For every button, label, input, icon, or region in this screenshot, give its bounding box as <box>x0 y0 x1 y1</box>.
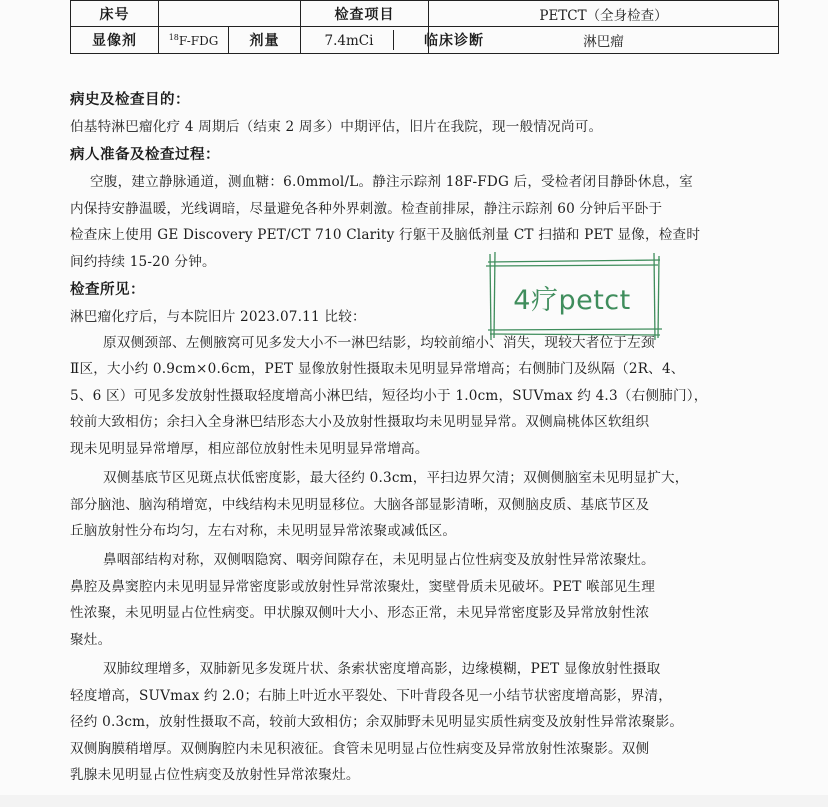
preparation-line: 空腹，建立静脉通道，测血糖：6.0mmol/L。静注示踪剂 18F-FDG 后，受检者闭目静卧休息，室 <box>90 174 693 190</box>
findings-title: 检查所见： <box>70 282 145 298</box>
report-header-table <box>70 0 779 54</box>
findings-paragraph-line: 原双侧颈部、左侧腋窝可见多发大小不一淋巴结影，均较前缩小、消失，现较大者位于左颈 <box>103 335 655 351</box>
tracer-value <box>159 27 229 54</box>
page-bottom-edge <box>0 795 828 807</box>
preparation-line: 检查床上使用 GE Discovery PET/CT 710 Clarity 行躯干及脑低剂量 CT 扫描和 PET 显像，检查时 <box>70 227 701 243</box>
findings-paragraph-line: 现未见明显异常增厚，相应部位放射性未见明显异常增高。 <box>70 441 429 457</box>
watermark-stamp <box>482 250 664 342</box>
findings-paragraph-line: Ⅱ区，大小约 0.9cm×0.6cm，PET 显像放射性摄取未见明显异常增高；右侧肺门及纵隔（2R、4、 <box>70 361 685 377</box>
tracer-label: 显像剂 <box>71 27 159 54</box>
diagnosis-value: 淋巴瘤 <box>429 27 779 54</box>
findings-paragraph-line: 较前大致相仿；余扫入全身淋巴结形态大小及放射性摄取均未见明显异常。双侧扁桃体区软组织 <box>70 414 650 430</box>
bed-label: 床号 <box>71 1 159 27</box>
findings-paragraph-line: 性浓聚，未见明显占位性病变。甲状腺双侧叶大小、形态正常，未见异常密度影及异常放射性浓 <box>70 605 650 621</box>
findings-paragraph-line: 乳腺未见明显占位性病变及放射性异常浓聚灶。 <box>70 767 360 783</box>
findings-paragraph-line: 丘脑放射性分布均匀，左右对称，未见明显异常浓聚或减低区。 <box>70 523 457 539</box>
findings-paragraph-line: 部分脑池、脑沟稍增宽，中线结构未见明显移位。大脑各部显影清晰，双侧脑皮质、基底节区及 <box>70 497 650 513</box>
findings-paragraph-line: 径约 0.3cm，放射性摄取不高，较前大致相仿；余双肺野未见明显实质性病变及放射性异常浓聚影。 <box>70 714 684 730</box>
history-title: 病史及检查目的： <box>70 92 190 108</box>
exam-item-label: 检查项目 <box>301 1 429 27</box>
bed-value <box>159 1 301 27</box>
dose-value: 7.4mCi <box>324 33 374 49</box>
findings-paragraph-line: 鼻腔及鼻窦腔内未见明显异常密度影或放射性异常浓聚灶，窦壁骨质未见破坏。PET 喉部见生理 <box>70 579 656 595</box>
findings-paragraph-line: 聚灶。 <box>70 632 112 648</box>
preparation-title: 病人准备及检查过程： <box>70 147 220 163</box>
history-text: 伯基特淋巴瘤化疗 4 周期后（结束 2 周多）中期评估，旧片在我院，现一般情况尚可。 <box>70 119 603 135</box>
findings-intro: 淋巴瘤化疗后，与本院旧片 2023.07.11 比较： <box>70 309 366 325</box>
preparation-line: 内保持安静温暖，光线调暗，尽量避免各种外界刺激。检查前排尿，静注示踪剂 60 分钟后平卧于 <box>70 201 663 217</box>
exam-item-value: PETCT（全身检查） <box>429 1 779 27</box>
findings-paragraph-line: 双侧基底节区见斑点状低密度影，最大径约 0.3cm，平扫边界欠清；双侧侧脑室未见明显扩大， <box>103 470 689 486</box>
tracer-name: F-FDG <box>178 33 219 48</box>
findings-paragraph-line: 轻度增高，SUVmax 约 2.0；右肺上叶近水平裂处、下叶背段各见一小结节状密度增高影，界清， <box>70 688 673 704</box>
findings-paragraph-line: 鼻咽部结构对称，双侧咽隐窝、咽旁间隙存在，未见明显占位性病变及放射性异常浓聚灶。 <box>103 552 655 568</box>
findings-paragraph-line: 5、6 区）可见多发放射性摄取轻度增高小淋巴结，短径均小于 1.0cm，SUVmax 约 4.3（右侧肺门）， <box>70 388 708 404</box>
preparation-line: 间约持续 15-20 分钟。 <box>70 254 216 270</box>
tracer-isotope-mass: 18 <box>168 32 179 42</box>
findings-paragraph-line: 双侧胸膜稍增厚。双侧胸腔内未见积液征。食管未见明显占位性病变及异常放射性浓聚影。双侧 <box>70 741 650 757</box>
dose-label: 剂量 <box>229 27 301 54</box>
watermark-text: 4疗petct <box>513 285 631 316</box>
dose-diagnosis-cell <box>301 27 484 54</box>
diagnosis-label: 临床诊断 <box>393 30 514 50</box>
findings-paragraph-line: 双肺纹理增多，双肺新见多发斑片状、条索状密度增高影，边缘模糊，PET 显像放射性摄取 <box>103 661 661 677</box>
